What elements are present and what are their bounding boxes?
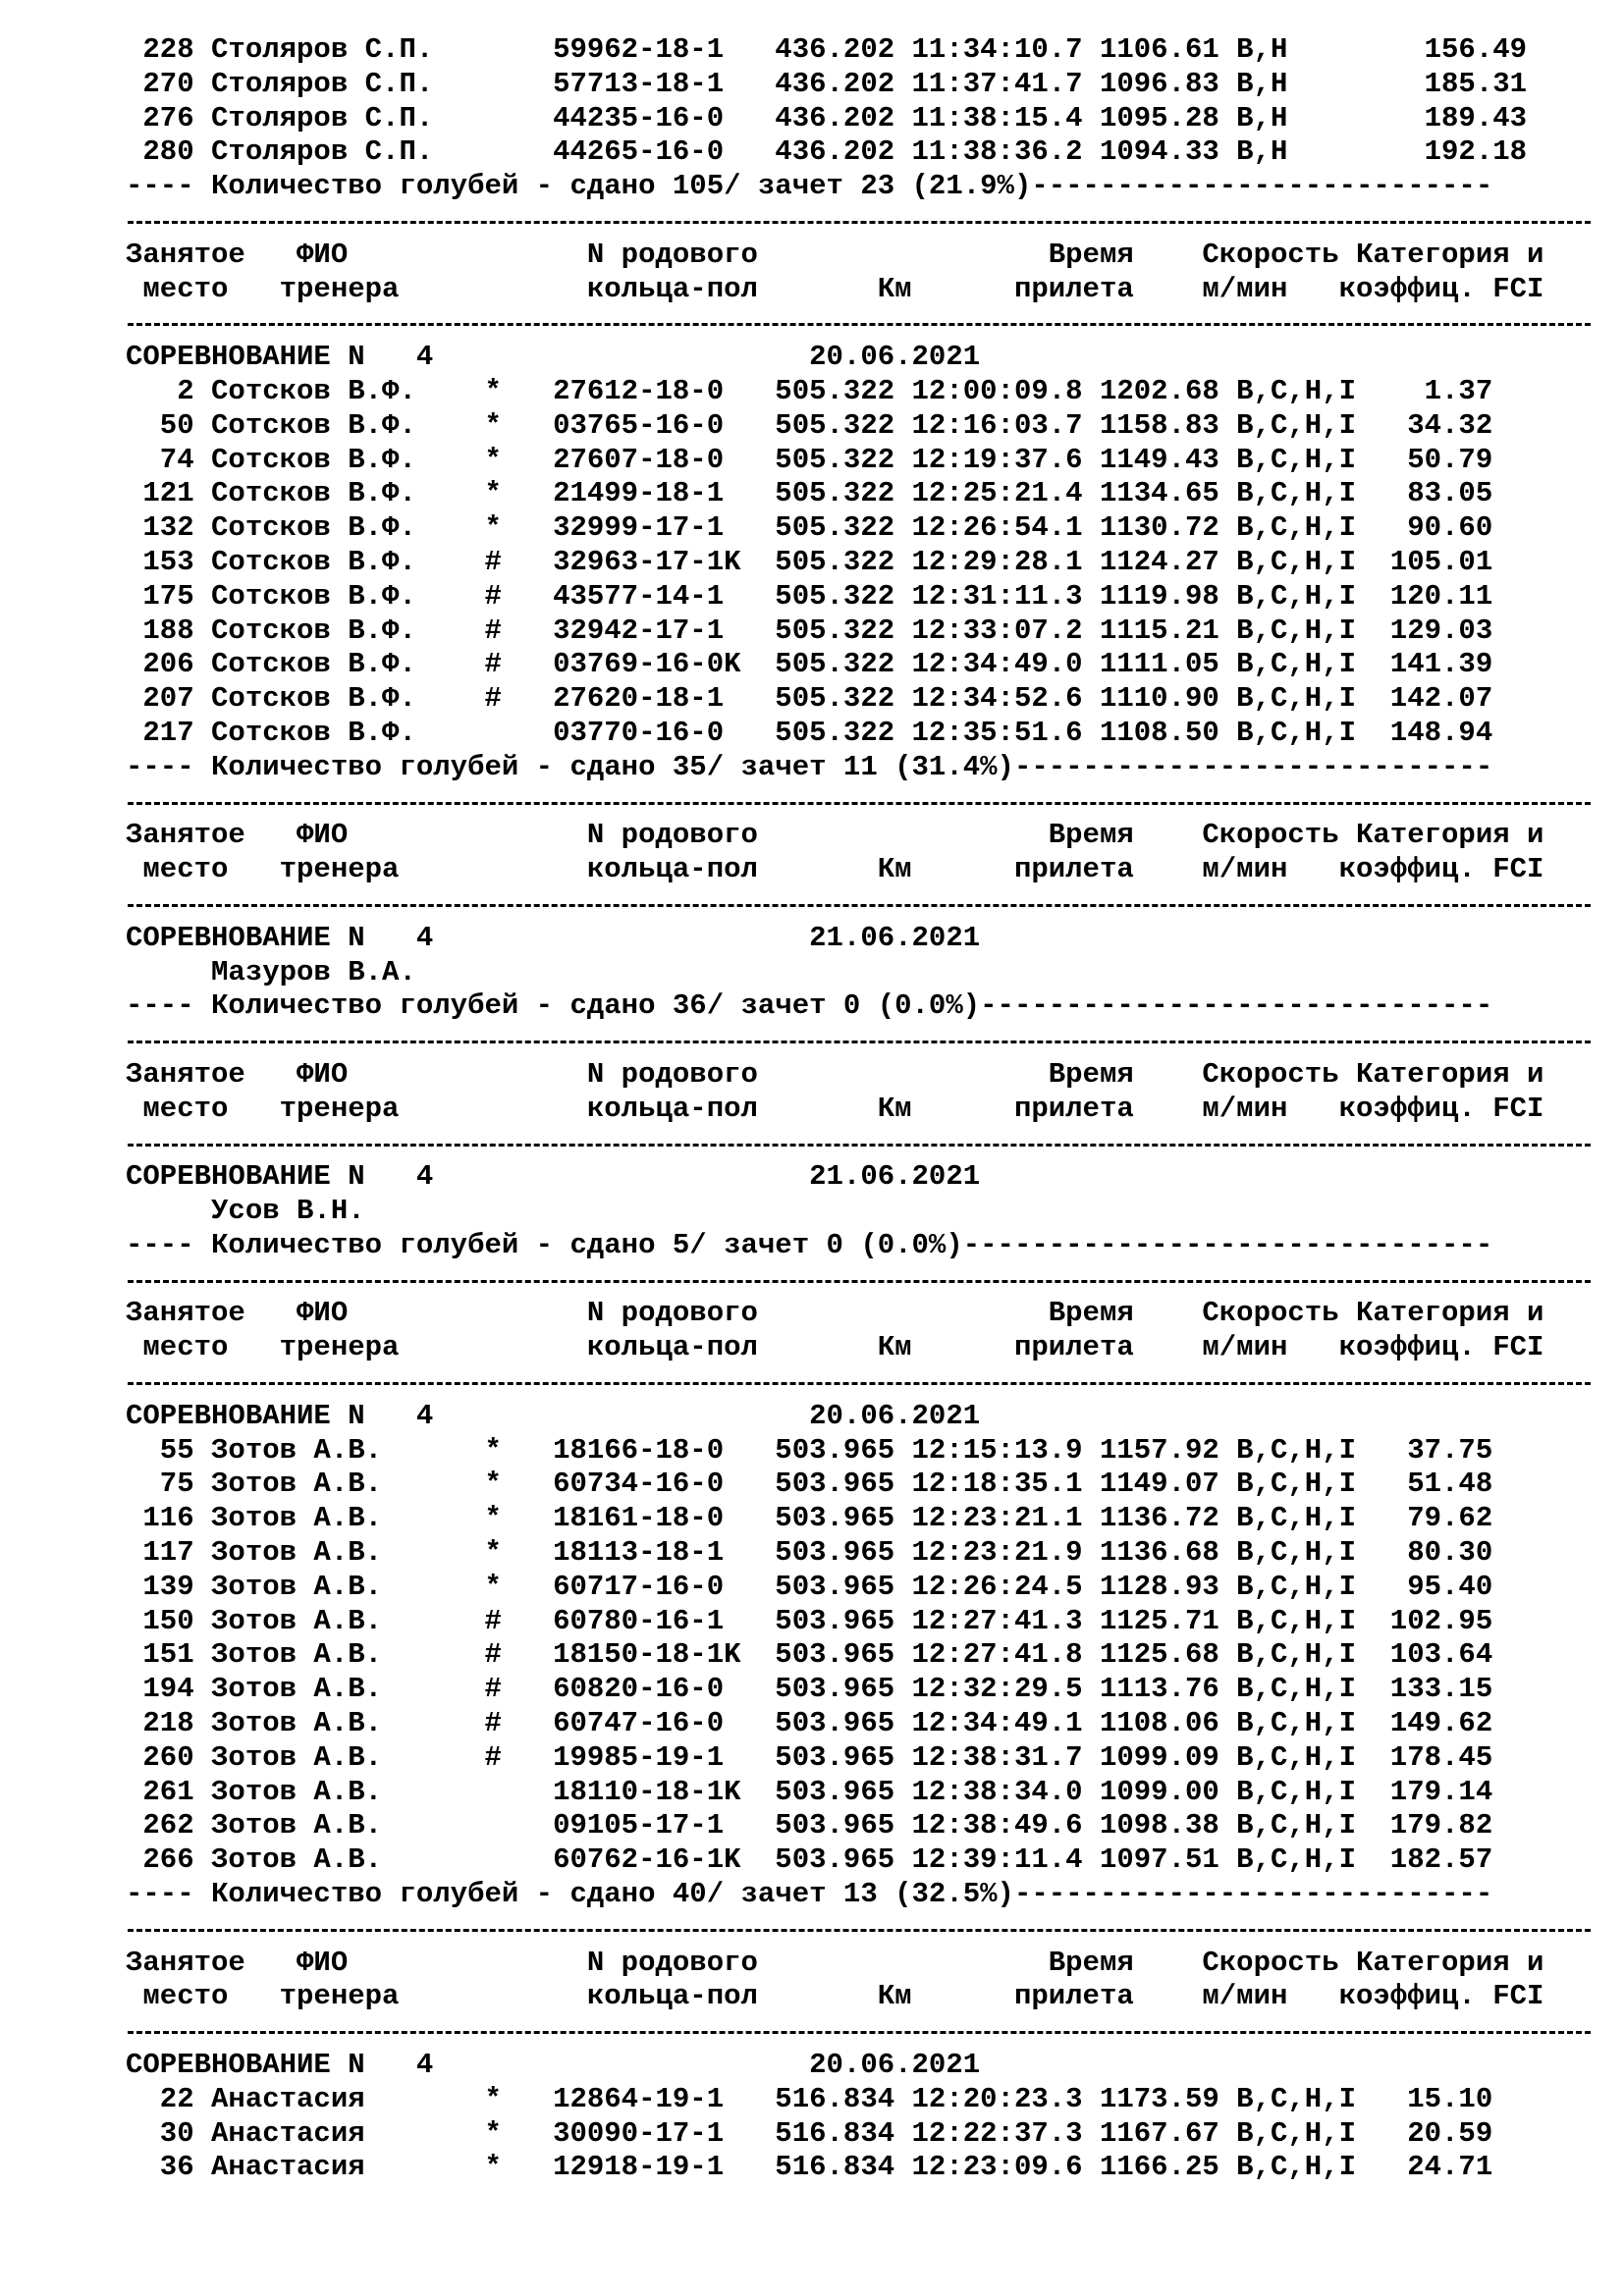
column-header-line-1: Занятое ФИО N родового Время Скорость Категория и xyxy=(126,1946,1544,1979)
result-row: 218 Зотов А.В. # 60747-16-0 503.965 12:34:49.1 1108.06 В,С,Н,I 149.62 xyxy=(126,1707,1493,1740)
pigeon-count-summary: ---- Количество голубей - сдано 36/ зачет 0 (0.0%)------------------------------ xyxy=(126,989,1493,1023)
result-row: 22 Анастасия * 12864-19-1 516.834 12:20:23.3 1173.59 В,С,Н,I 15.10 xyxy=(126,2082,1493,2115)
race-results-report xyxy=(126,33,1608,2185)
separator-line xyxy=(126,2014,1608,2049)
column-header-line-1: Занятое ФИО N родового Время Скорость Категория и xyxy=(126,238,1544,271)
separator-line xyxy=(126,1365,1608,1400)
column-header-line-2: место тренера кольца-пол Км прилета м/мин коэффиц. FCI xyxy=(126,1092,1544,1125)
column-header-line-2: место тренера кольца-пол Км прилета м/мин коэффиц. FCI xyxy=(126,853,1544,886)
result-row: 139 Зотов А.В. * 60717-16-0 503.965 12:26:24.5 1128.93 В,С,Н,I 95.40 xyxy=(126,1570,1493,1603)
result-row: 260 Зотов А.В. # 19985-19-1 503.965 12:38:31.7 1099.09 В,С,Н,I 178.45 xyxy=(126,1740,1493,1774)
separator-line xyxy=(126,1127,1608,1161)
separator-line xyxy=(126,1263,1608,1298)
result-row: 117 Зотов А.В. * 18113-18-1 503.965 12:23:21.9 1136.68 В,С,Н,I 80.30 xyxy=(126,1536,1493,1570)
column-header-line-1: Занятое ФИО N родового Время Скорость Категория и xyxy=(126,1297,1544,1330)
result-row: 74 Сотсков В.Ф. * 27607-18-0 505.322 12:19:37.6 1149.43 В,С,Н,I 50.79 xyxy=(126,443,1493,476)
separator-line xyxy=(126,1912,1608,1947)
separator-line xyxy=(126,204,1608,239)
result-row: 206 Сотсков В.Ф. # 03769-16-0K 505.322 12:34:49.0 1111.05 В,С,Н,I 141.39 xyxy=(126,648,1493,681)
result-row: 121 Сотсков В.Ф. * 21499-18-1 505.322 12:25:21.4 1134.65 В,С,Н,I 83.05 xyxy=(126,477,1493,510)
result-row: 150 Зотов А.В. # 60780-16-1 503.965 12:27:41.3 1125.71 В,С,Н,I 102.95 xyxy=(126,1604,1493,1637)
competition-title: СОРЕВНОВАНИЕ N 4 20.06.2021 xyxy=(126,341,981,374)
result-row: 217 Сотсков В.Ф. 03770-16-0 505.322 12:35:51.6 1108.50 В,С,Н,I 148.94 xyxy=(126,716,1493,749)
separator-line xyxy=(126,306,1608,341)
result-row: 276 Столяров С.П. 44235-16-0 436.202 11:38:15.4 1095.28 В,Н 189.43 xyxy=(126,101,1528,134)
result-row: 55 Зотов А.В. * 18166-18-0 503.965 12:15:13.9 1157.92 В,С,Н,I 37.75 xyxy=(126,1433,1493,1467)
pigeon-count-summary: ---- Количество голубей - сдано 40/ зачет 13 (32.5%)---------------------------- xyxy=(126,1878,1493,1911)
column-header-line-2: место тренера кольца-пол Км прилета м/мин коэффиц. FCI xyxy=(126,1980,1544,2013)
column-header-line-2: место тренера кольца-пол Км прилета м/мин коэффиц. FCI xyxy=(126,272,1544,305)
result-row: 151 Зотов А.В. # 18150-18-1K 503.965 12:27:41.8 1125.68 В,С,Н,I 103.64 xyxy=(126,1638,1493,1672)
competition-title: СОРЕВНОВАНИЕ N 4 21.06.2021 xyxy=(126,921,981,954)
result-row: 270 Столяров С.П. 57713-18-1 436.202 11:37:41.7 1096.83 В,Н 185.31 xyxy=(126,67,1528,100)
column-header-line-2: место тренера кольца-пол Км прилета м/мин коэффиц. FCI xyxy=(126,1331,1544,1364)
column-header-line-1: Занятое ФИО N родового Время Скорость Категория и xyxy=(126,1057,1544,1091)
separator-line xyxy=(126,1024,1608,1058)
competition-title: СОРЕВНОВАНИЕ N 4 20.06.2021 xyxy=(126,2049,981,2082)
result-row: 261 Зотов А.В. 18110-18-1K 503.965 12:38:34.0 1099.00 В,С,Н,I 179.14 xyxy=(126,1775,1493,1808)
competition-title: СОРЕВНОВАНИЕ N 4 20.06.2021 xyxy=(126,1399,981,1432)
result-row: 266 Зотов А.В. 60762-16-1K 503.965 12:39:11.4 1097.51 В,С,Н,I 182.57 xyxy=(126,1843,1493,1877)
competition-title: СОРЕВНОВАНИЕ N 4 21.06.2021 xyxy=(126,1160,981,1194)
result-row: 116 Зотов А.В. * 18161-18-0 503.965 12:23:21.1 1136.72 В,С,Н,I 79.62 xyxy=(126,1502,1493,1535)
result-row: 175 Сотсков В.Ф. # 43577-14-1 505.322 12:31:11.3 1119.98 В,С,Н,I 120.11 xyxy=(126,579,1493,613)
separator-line xyxy=(126,887,1608,922)
separator-line xyxy=(126,785,1608,820)
result-row: 2 Сотсков В.Ф. * 27612-18-0 505.322 12:00:09.8 1202.68 В,С,Н,I 1.37 xyxy=(126,374,1493,407)
result-row: 132 Сотсков В.Ф. * 32999-17-1 505.322 12:26:54.1 1130.72 В,С,Н,I 90.60 xyxy=(126,511,1493,545)
result-row: 228 Столяров С.П. 59962-18-1 436.202 11:34:10.7 1106.61 В,Н 156.49 xyxy=(126,33,1528,66)
result-row: Усов В.Н. xyxy=(126,1195,365,1228)
result-row: 75 Зотов А.В. * 60734-16-0 503.965 12:18:35.1 1149.07 В,С,Н,I 51.48 xyxy=(126,1468,1493,1501)
result-row: 207 Сотсков В.Ф. # 27620-18-1 505.322 12:34:52.6 1110.90 В,С,Н,I 142.07 xyxy=(126,682,1493,716)
result-row: 153 Сотсков В.Ф. # 32963-17-1K 505.322 12:29:28.1 1124.27 В,С,Н,I 105.01 xyxy=(126,545,1493,578)
pigeon-count-summary: ---- Количество голубей - сдано 35/ зачет 11 (31.4%)---------------------------- xyxy=(126,750,1493,783)
result-row: Мазуров В.А. xyxy=(126,955,416,988)
result-row: 280 Столяров С.П. 44265-16-0 436.202 11:38:36.2 1094.33 В,Н 192.18 xyxy=(126,135,1528,169)
result-row: 188 Сотсков В.Ф. # 32942-17-1 505.322 12:33:07.2 1115.21 В,С,Н,I 129.03 xyxy=(126,614,1493,647)
pigeon-count-summary: ---- Количество голубей - сдано 105/ зачет 23 (21.9%)--------------------------- xyxy=(126,170,1493,203)
result-row: 36 Анастасия * 12918-19-1 516.834 12:23:09.6 1166.25 В,С,Н,I 24.71 xyxy=(126,2151,1493,2184)
column-header-line-1: Занятое ФИО N родового Время Скорость Категория и xyxy=(126,819,1544,852)
result-row: 30 Анастасия * 30090-17-1 516.834 12:22:37.3 1167.67 В,С,Н,I 20.59 xyxy=(126,2116,1493,2150)
result-row: 262 Зотов А.В. 09105-17-1 503.965 12:38:49.6 1098.38 В,С,Н,I 179.82 xyxy=(126,1809,1493,1842)
result-row: 50 Сотсков В.Ф. * 03765-16-0 505.322 12:16:03.7 1158.83 В,С,Н,I 34.32 xyxy=(126,408,1493,442)
result-row: 194 Зотов А.В. # 60820-16-0 503.965 12:32:29.5 1113.76 В,С,Н,I 133.15 xyxy=(126,1673,1493,1706)
pigeon-count-summary: ---- Количество голубей - сдано 5/ зачет 0 (0.0%)------------------------------- xyxy=(126,1228,1493,1261)
